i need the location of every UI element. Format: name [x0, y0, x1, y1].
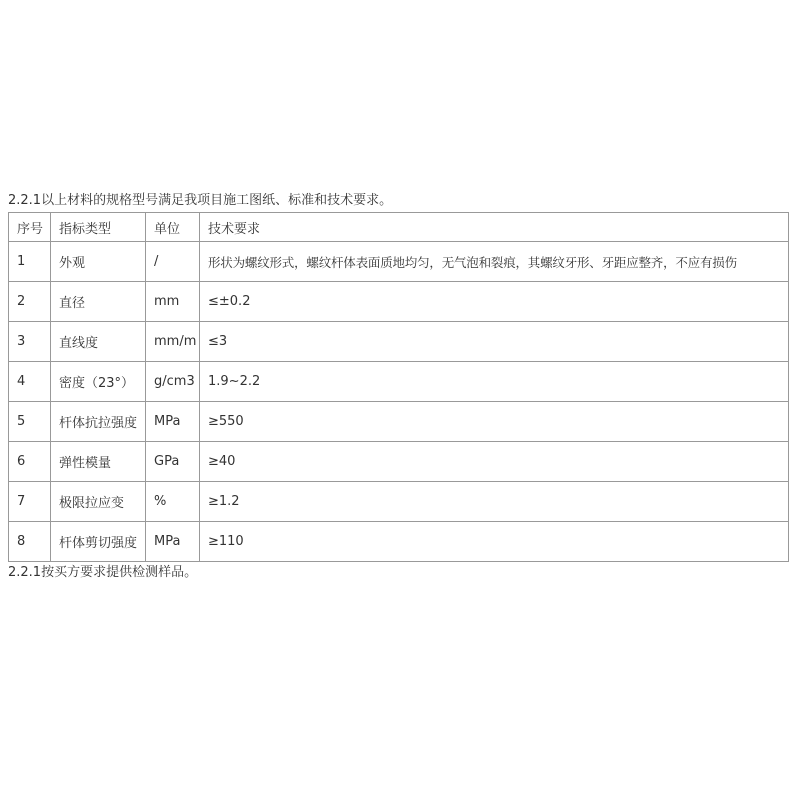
cell-requirement: 1.9~2.2 — [200, 362, 789, 402]
cell-indicator: 杆体抗拉强度 — [51, 402, 146, 442]
table-row — [9, 282, 789, 322]
cell-index: 3 — [9, 322, 51, 362]
cell-index: 6 — [9, 442, 51, 482]
cell-indicator: 极限拉应变 — [51, 482, 146, 522]
cell-requirement: ≥550 — [200, 402, 789, 442]
cell-unit: g/cm3 — [146, 362, 200, 402]
header-cell-indicator: 指标类型 — [51, 213, 146, 242]
cell-unit: mm — [146, 282, 200, 322]
table-header-row — [9, 213, 789, 242]
header-cell-requirement: 技术要求 — [200, 213, 789, 242]
cell-index: 2 — [9, 282, 51, 322]
header-cell-index: 序号 — [9, 213, 51, 242]
cell-unit: % — [146, 482, 200, 522]
intro-paragraph: 2.2.1以上材料的规格型号满足我项目施工图纸、标准和技术要求。 — [8, 193, 393, 208]
cell-requirement: ≥1.2 — [200, 482, 789, 522]
footer-paragraph: 2.2.1按买方要求提供检测样品。 — [8, 565, 198, 580]
table-row — [9, 522, 789, 562]
cell-unit: MPa — [146, 522, 200, 562]
cell-index: 5 — [9, 402, 51, 442]
document-body — [8, 190, 790, 584]
table-row — [9, 442, 789, 482]
cell-indicator: 外观 — [51, 242, 146, 282]
cell-requirement: ≤±0.2 — [200, 282, 789, 322]
table-row — [9, 242, 789, 282]
cell-indicator: 密度（23°） — [51, 362, 146, 402]
cell-unit: mm/m — [146, 322, 200, 362]
table-row — [9, 322, 789, 362]
cell-index: 1 — [9, 242, 51, 282]
cell-requirement: ≥40 — [200, 442, 789, 482]
cell-requirement: ≤3 — [200, 322, 789, 362]
cell-indicator: 直径 — [51, 282, 146, 322]
table-row — [9, 402, 789, 442]
cell-requirement: ≥110 — [200, 522, 789, 562]
cell-unit: MPa — [146, 402, 200, 442]
cell-unit: GPa — [146, 442, 200, 482]
cell-requirement: 形状为螺纹形式，螺纹杆体表面质地均匀，无气泡和裂痕，其螺纹牙形、牙距应整齐，不应有损伤 — [200, 242, 789, 282]
header-cell-unit: 单位 — [146, 213, 200, 242]
cell-index: 4 — [9, 362, 51, 402]
cell-indicator: 杆体剪切强度 — [51, 522, 146, 562]
cell-indicator: 弹性模量 — [51, 442, 146, 482]
table-row — [9, 482, 789, 522]
table-row — [9, 362, 789, 402]
cell-unit: / — [146, 242, 200, 282]
spec-table — [8, 212, 789, 562]
cell-index: 7 — [9, 482, 51, 522]
cell-indicator: 直线度 — [51, 322, 146, 362]
cell-index: 8 — [9, 522, 51, 562]
